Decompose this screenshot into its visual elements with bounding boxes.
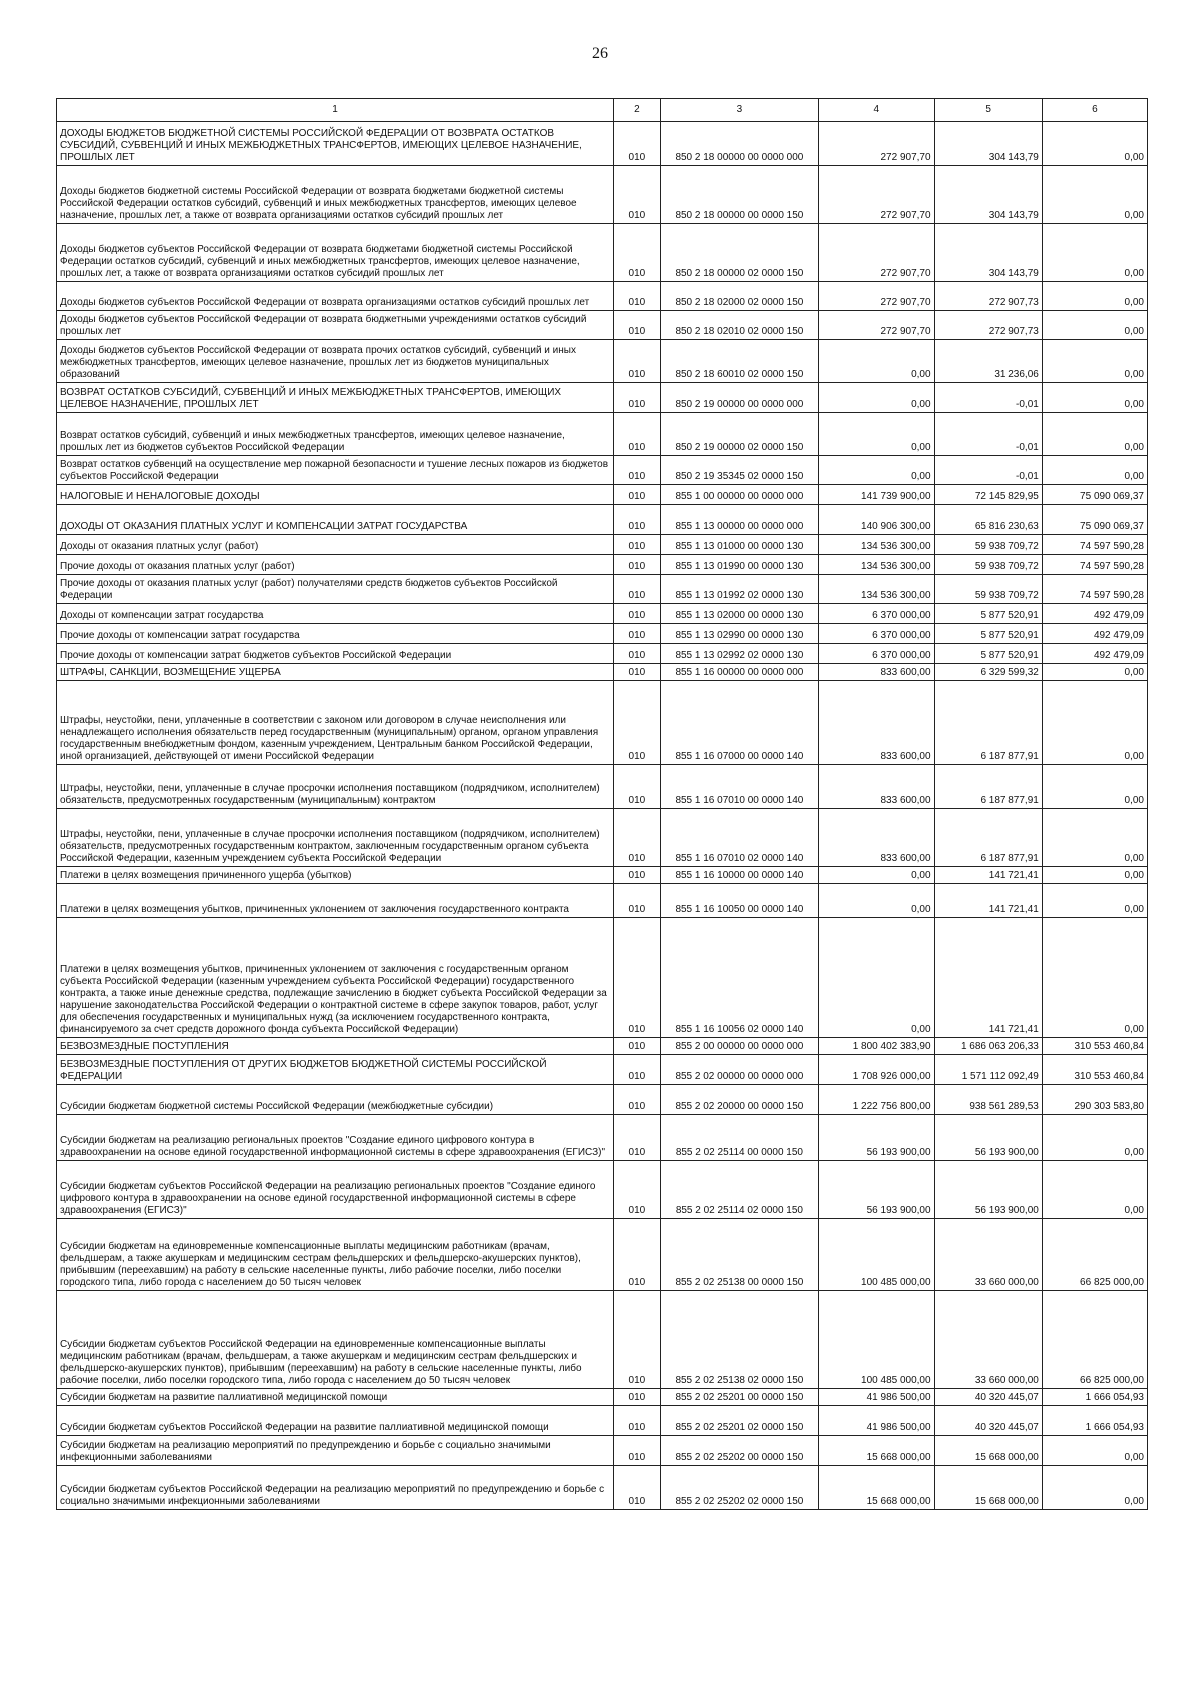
row-approved: 6 370 000,00 (819, 644, 935, 664)
row-unexecuted: 1 666 054,93 (1042, 1406, 1147, 1436)
row-approved: 1 708 926 000,00 (819, 1055, 935, 1085)
row-executed: 6 187 877,91 (934, 681, 1042, 765)
row-budget-code: 855 1 16 10050 00 0000 140 (660, 884, 818, 918)
row-unexecuted: 0,00 (1042, 224, 1147, 282)
row-approved: 15 668 000,00 (819, 1436, 935, 1466)
row-approved: 272 907,70 (819, 282, 935, 311)
row-line-code: 010 (613, 1389, 660, 1406)
row-budget-code: 850 2 18 00000 00 0000 000 (660, 122, 818, 166)
row-line-code: 010 (613, 1161, 660, 1219)
row-line-code: 010 (613, 224, 660, 282)
row-unexecuted: 74 597 590,28 (1042, 555, 1147, 575)
table-row (57, 681, 1148, 765)
row-line-code: 010 (613, 456, 660, 485)
row-budget-code: 855 1 16 10056 02 0000 140 (660, 918, 818, 1038)
row-executed: 72 145 829,95 (934, 485, 1042, 505)
row-approved: 134 536 300,00 (819, 555, 935, 575)
table-row (57, 505, 1148, 535)
row-executed: 5 877 520,91 (934, 644, 1042, 664)
row-unexecuted: 66 825 000,00 (1042, 1291, 1147, 1389)
row-executed: 59 938 709,72 (934, 555, 1042, 575)
row-unexecuted: 66 825 000,00 (1042, 1219, 1147, 1291)
table-row (57, 1085, 1148, 1115)
row-unexecuted: 0,00 (1042, 1436, 1147, 1466)
row-executed: 15 668 000,00 (934, 1436, 1042, 1466)
table-row (57, 535, 1148, 555)
row-executed: 6 187 877,91 (934, 809, 1042, 867)
row-executed: 938 561 289,53 (934, 1085, 1042, 1115)
row-name: Прочие доходы от компенсации затрат государства (57, 624, 614, 644)
row-unexecuted: 0,00 (1042, 765, 1147, 809)
row-name: Субсидии бюджетам на единовременные компенсационные выплаты медицинским работникам (врачам, фельдшерам, а также акушеркам и медицинским сестрам фельдшерских и фельдшерско-акушерских пунктов), прибывшим (переехавшим) на работу в сельские населенные пункты, либо рабочие поселки, либо поселки городского типа, либо города с населением до 50 тысяч человек (57, 1219, 614, 1291)
row-approved: 140 906 300,00 (819, 505, 935, 535)
row-line-code: 010 (613, 122, 660, 166)
row-approved: 100 485 000,00 (819, 1291, 935, 1389)
row-unexecuted: 0,00 (1042, 1466, 1147, 1510)
row-name: Субсидии бюджетам на развитие паллиативной медицинской помощи (57, 1389, 614, 1406)
row-budget-code: 855 2 02 25114 00 0000 150 (660, 1115, 818, 1161)
row-budget-code: 855 2 02 25202 00 0000 150 (660, 1436, 818, 1466)
table-row (57, 664, 1148, 681)
row-approved: 56 193 900,00 (819, 1161, 935, 1219)
row-line-code: 010 (613, 166, 660, 224)
row-line-code: 010 (613, 918, 660, 1038)
row-unexecuted: 74 597 590,28 (1042, 575, 1147, 604)
row-approved: 0,00 (819, 413, 935, 456)
row-budget-code: 855 2 02 25201 02 0000 150 (660, 1406, 818, 1436)
row-line-code: 010 (613, 624, 660, 644)
table-row (57, 1055, 1148, 1085)
row-name: Доходы бюджетов субъектов Российской Федерации от возврата прочих остатков субсидий, субвенций и иных межбюджетных трансфертов, имеющих целевое назначение, прошлых лет из бюджетов муниципальных образований (57, 340, 614, 383)
row-name: Доходы бюджетов субъектов Российской Федерации от возврата организациями остатков субсидий прошлых лет (57, 282, 614, 311)
row-budget-code: 850 2 18 00000 00 0000 150 (660, 166, 818, 224)
row-approved: 833 600,00 (819, 664, 935, 681)
table-row (57, 1291, 1148, 1389)
table-row (57, 884, 1148, 918)
row-name: Субсидии бюджетам субъектов Российской Федерации на единовременные компенсационные выплаты медицинским работникам (врачам, фельдшерам, а также акушеркам и медицинским сестрам фельдшерских и фельдшерско-акушерских пунктов), прибывшим (переехавшим) на работу в сельские населенные пункты, либо рабочие поселки, либо поселки городского типа, либо города с населением до 50 тысяч человек (57, 1291, 614, 1389)
table-row (57, 575, 1148, 604)
row-budget-code: 850 2 18 02010 02 0000 150 (660, 311, 818, 340)
row-line-code: 010 (613, 413, 660, 456)
row-budget-code: 855 2 02 25138 02 0000 150 (660, 1291, 818, 1389)
row-name: Доходы от компенсации затрат государства (57, 604, 614, 624)
header-col-4: 4 (819, 99, 935, 122)
row-unexecuted: 0,00 (1042, 311, 1147, 340)
row-budget-code: 855 2 02 25138 00 0000 150 (660, 1219, 818, 1291)
table-row (57, 604, 1148, 624)
row-executed: 40 320 445,07 (934, 1406, 1042, 1436)
table-row (57, 809, 1148, 867)
row-name: Платежи в целях возмещения убытков, причиненных уклонением от заключения с государственным органом субъекта Российской Федерации (казенным учреждением субъекта Российской Федерации) государственного контракта, а также иные денежные средства, подлежащие зачислению в бюджет субъекта Российской Федерации за нарушение законодательства Российской Федерации о контрактной системе в сфере закупок товаров, работ, услуг для обеспечения государственных и муниципальных нужд (за исключением государственного контракта, финансируемого за счет средств дорожного фонда субъекта Российской Федерации) (57, 918, 614, 1038)
row-approved: 0,00 (819, 918, 935, 1038)
row-line-code: 010 (613, 1115, 660, 1161)
row-budget-code: 855 2 02 25201 00 0000 150 (660, 1389, 818, 1406)
row-executed: 304 143,79 (934, 224, 1042, 282)
row-approved: 134 536 300,00 (819, 575, 935, 604)
row-budget-code: 855 2 00 00000 00 0000 000 (660, 1038, 818, 1055)
row-executed: 15 668 000,00 (934, 1466, 1042, 1510)
row-unexecuted: 0,00 (1042, 122, 1147, 166)
row-executed: 5 877 520,91 (934, 604, 1042, 624)
row-approved: 41 986 500,00 (819, 1406, 935, 1436)
row-name: Штрафы, неустойки, пени, уплаченные в соответствии с законом или договором в случае неисполнения или ненадлежащего исполнения обязательств перед государственным (муниципальным) органом, органом управления государственным внебюджетным фондом, казенным учреждением, Центральным банком Российской Федерации, иной организацией, действующей от имени Российской Федерации (57, 681, 614, 765)
table-row (57, 224, 1148, 282)
row-budget-code: 850 2 18 60010 02 0000 150 (660, 340, 818, 383)
row-name: Возврат остатков субсидий, субвенций и иных межбюджетных трансфертов, имеющих целевое назначение, прошлых лет из бюджетов субъектов Российской Федерации (57, 413, 614, 456)
table-row (57, 918, 1148, 1038)
row-unexecuted: 0,00 (1042, 809, 1147, 867)
row-line-code: 010 (613, 604, 660, 624)
table-row (57, 1466, 1148, 1510)
row-approved: 134 536 300,00 (819, 535, 935, 555)
table-body (57, 122, 1148, 1510)
row-name: Субсидии бюджетам субъектов Российской Федерации на развитие паллиативной медицинской помощи (57, 1406, 614, 1436)
row-executed: 141 721,41 (934, 867, 1042, 884)
row-name: НАЛОГОВЫЕ И НЕНАЛОГОВЫЕ ДОХОДЫ (57, 485, 614, 505)
row-line-code: 010 (613, 1291, 660, 1389)
row-approved: 272 907,70 (819, 122, 935, 166)
row-line-code: 010 (613, 1406, 660, 1436)
row-approved: 6 370 000,00 (819, 604, 935, 624)
row-unexecuted: 0,00 (1042, 456, 1147, 485)
header-col-1: 1 (57, 99, 614, 122)
row-name: БЕЗВОЗМЕЗДНЫЕ ПОСТУПЛЕНИЯ ОТ ДРУГИХ БЮДЖЕТОВ БЮДЖЕТНОЙ СИСТЕМЫ РОССИЙСКОЙ ФЕДЕРАЦИИ (57, 1055, 614, 1085)
row-name: Доходы бюджетов субъектов Российской Федерации от возврата бюджетами бюджетной системы Российской Федерации остатков субсидий, субвенций и иных межбюджетных трансфертов, имеющих целевое назначение, прошлых лет, а также от возврата организациями остатков субсидий прошлых лет (57, 224, 614, 282)
row-budget-code: 855 2 02 25114 02 0000 150 (660, 1161, 818, 1219)
row-name: Возврат остатков субвенций на осуществление мер пожарной безопасности и тушение лесных пожаров из бюджетов субъектов Российской Федерации (57, 456, 614, 485)
row-executed: 33 660 000,00 (934, 1219, 1042, 1291)
table-row (57, 765, 1148, 809)
row-budget-code: 855 1 16 07010 00 0000 140 (660, 765, 818, 809)
row-line-code: 010 (613, 311, 660, 340)
row-approved: 141 739 900,00 (819, 485, 935, 505)
row-executed: 6 329 599,32 (934, 664, 1042, 681)
row-approved: 15 668 000,00 (819, 1466, 935, 1510)
row-budget-code: 850 2 19 00000 00 0000 000 (660, 383, 818, 413)
row-line-code: 010 (613, 664, 660, 681)
row-approved: 1 222 756 800,00 (819, 1085, 935, 1115)
row-unexecuted: 0,00 (1042, 681, 1147, 765)
row-unexecuted: 492 479,09 (1042, 604, 1147, 624)
row-unexecuted: 0,00 (1042, 884, 1147, 918)
row-name: ДОХОДЫ БЮДЖЕТОВ БЮДЖЕТНОЙ СИСТЕМЫ РОССИЙСКОЙ ФЕДЕРАЦИИ ОТ ВОЗВРАТА ОСТАТКОВ СУБСИДИЙ, СУБВЕНЦИЙ И ИНЫХ МЕЖБЮДЖЕТНЫХ ТРАНСФЕРТОВ, ИМЕЮЩИХ ЦЕЛЕВОЕ НАЗНАЧЕНИЕ, ПРОШЛЫХ ЛЕТ (57, 122, 614, 166)
table-row (57, 1038, 1148, 1055)
row-budget-code: 855 1 16 07000 00 0000 140 (660, 681, 818, 765)
row-unexecuted: 0,00 (1042, 166, 1147, 224)
row-unexecuted: 75 090 069,37 (1042, 485, 1147, 505)
row-name: Субсидии бюджетам на реализацию мероприятий по предупреждению и борьбе с социально значимыми инфекционными заболеваниями (57, 1436, 614, 1466)
row-approved: 41 986 500,00 (819, 1389, 935, 1406)
table-row (57, 166, 1148, 224)
row-executed: 272 907,73 (934, 282, 1042, 311)
row-budget-code: 855 1 16 07010 02 0000 140 (660, 809, 818, 867)
row-approved: 0,00 (819, 884, 935, 918)
row-budget-code: 855 1 13 00000 00 0000 000 (660, 505, 818, 535)
row-name: ДОХОДЫ ОТ ОКАЗАНИЯ ПЛАТНЫХ УСЛУГ И КОМПЕНСАЦИИ ЗАТРАТ ГОСУДАРСТВА (57, 505, 614, 535)
row-executed: 6 187 877,91 (934, 765, 1042, 809)
table-row (57, 311, 1148, 340)
row-executed: 59 938 709,72 (934, 575, 1042, 604)
row-executed: 304 143,79 (934, 166, 1042, 224)
row-line-code: 010 (613, 383, 660, 413)
row-name: Субсидии бюджетам бюджетной системы Российской Федерации (межбюджетные субсидии) (57, 1085, 614, 1115)
row-executed: 65 816 230,63 (934, 505, 1042, 535)
table-row (57, 1436, 1148, 1466)
row-approved: 0,00 (819, 340, 935, 383)
row-budget-code: 855 1 16 10000 00 0000 140 (660, 867, 818, 884)
row-executed: -0,01 (934, 413, 1042, 456)
row-executed: 304 143,79 (934, 122, 1042, 166)
table-row (57, 282, 1148, 311)
table-row (57, 340, 1148, 383)
row-line-code: 010 (613, 485, 660, 505)
row-line-code: 010 (613, 505, 660, 535)
row-name: Прочие доходы от оказания платных услуг (работ) (57, 555, 614, 575)
row-approved: 0,00 (819, 383, 935, 413)
row-executed: -0,01 (934, 383, 1042, 413)
row-line-code: 010 (613, 1085, 660, 1115)
row-budget-code: 850 2 19 35345 02 0000 150 (660, 456, 818, 485)
row-unexecuted: 0,00 (1042, 383, 1147, 413)
row-unexecuted: 0,00 (1042, 282, 1147, 311)
table-row (57, 867, 1148, 884)
row-unexecuted: 0,00 (1042, 1115, 1147, 1161)
row-executed: -0,01 (934, 456, 1042, 485)
row-line-code: 010 (613, 555, 660, 575)
row-unexecuted: 0,00 (1042, 413, 1147, 456)
row-budget-code: 850 2 18 02000 02 0000 150 (660, 282, 818, 311)
row-executed: 56 193 900,00 (934, 1161, 1042, 1219)
row-line-code: 010 (613, 1219, 660, 1291)
row-executed: 1 571 112 092,49 (934, 1055, 1042, 1085)
row-approved: 100 485 000,00 (819, 1219, 935, 1291)
row-approved: 833 600,00 (819, 809, 935, 867)
row-unexecuted: 310 553 460,84 (1042, 1038, 1147, 1055)
row-approved: 6 370 000,00 (819, 624, 935, 644)
table-row (57, 1115, 1148, 1161)
row-executed: 56 193 900,00 (934, 1115, 1042, 1161)
row-name: Доходы от оказания платных услуг (работ) (57, 535, 614, 555)
row-line-code: 010 (613, 644, 660, 664)
row-line-code: 010 (613, 1038, 660, 1055)
row-unexecuted: 492 479,09 (1042, 644, 1147, 664)
row-executed: 33 660 000,00 (934, 1291, 1042, 1389)
header-col-6: 6 (1042, 99, 1147, 122)
table-row (57, 413, 1148, 456)
table-row (57, 644, 1148, 664)
row-budget-code: 855 1 13 01992 02 0000 130 (660, 575, 818, 604)
row-line-code: 010 (613, 867, 660, 884)
row-approved: 272 907,70 (819, 224, 935, 282)
row-approved: 56 193 900,00 (819, 1115, 935, 1161)
row-unexecuted: 0,00 (1042, 918, 1147, 1038)
row-line-code: 010 (613, 681, 660, 765)
row-unexecuted: 0,00 (1042, 340, 1147, 383)
header-col-5: 5 (934, 99, 1042, 122)
row-name: ШТРАФЫ, САНКЦИИ, ВОЗМЕЩЕНИЕ УЩЕРБА (57, 664, 614, 681)
row-executed: 5 877 520,91 (934, 624, 1042, 644)
row-unexecuted: 290 303 583,80 (1042, 1085, 1147, 1115)
table-row (57, 122, 1148, 166)
row-executed: 59 938 709,72 (934, 535, 1042, 555)
row-unexecuted: 492 479,09 (1042, 624, 1147, 644)
row-name: Доходы бюджетов бюджетной системы Российской Федерации от возврата бюджетами бюджетной системы Российской Федерации остатков субсидий, субвенций и иных межбюджетных трансфертов, имеющих целевое назначение, прошлых лет, а также от возврата организациями остатков субсидий прошлых лет (57, 166, 614, 224)
row-budget-code: 855 1 13 02000 00 0000 130 (660, 604, 818, 624)
row-budget-code: 855 1 13 01000 00 0000 130 (660, 535, 818, 555)
row-executed: 31 236,06 (934, 340, 1042, 383)
row-executed: 141 721,41 (934, 884, 1042, 918)
row-approved: 272 907,70 (819, 311, 935, 340)
row-line-code: 010 (613, 765, 660, 809)
table-row (57, 383, 1148, 413)
row-budget-code: 855 2 02 25202 02 0000 150 (660, 1466, 818, 1510)
row-name: БЕЗВОЗМЕЗДНЫЕ ПОСТУПЛЕНИЯ (57, 1038, 614, 1055)
row-unexecuted: 1 666 054,93 (1042, 1389, 1147, 1406)
row-budget-code: 850 2 18 00000 02 0000 150 (660, 224, 818, 282)
row-executed: 272 907,73 (934, 311, 1042, 340)
row-budget-code: 855 1 00 00000 00 0000 000 (660, 485, 818, 505)
header-row (57, 99, 1148, 122)
row-budget-code: 850 2 19 00000 02 0000 150 (660, 413, 818, 456)
table-row (57, 485, 1148, 505)
row-line-code: 010 (613, 340, 660, 383)
row-name: Прочие доходы от компенсации затрат бюджетов субъектов Российской Федерации (57, 644, 614, 664)
row-executed: 141 721,41 (934, 918, 1042, 1038)
row-budget-code: 855 1 16 00000 00 0000 000 (660, 664, 818, 681)
row-line-code: 010 (613, 282, 660, 311)
row-line-code: 010 (613, 1436, 660, 1466)
row-line-code: 010 (613, 575, 660, 604)
table-row (57, 555, 1148, 575)
row-unexecuted: 74 597 590,28 (1042, 535, 1147, 555)
revenue-table (56, 98, 1148, 1510)
table-row (57, 624, 1148, 644)
row-name: Штрафы, неустойки, пени, уплаченные в случае просрочки исполнения поставщиком (подрядчиком, исполнителем) обязательств, предусмотренных государственным контрактом, заключенным государственным органом субъекта Российской Федерации, казенным учреждением субъекта Российской Федерации (57, 809, 614, 867)
row-approved: 1 800 402 383,90 (819, 1038, 935, 1055)
row-name: Субсидии бюджетам на реализацию региональных проектов "Создание единого цифрового контура в здравоохранении на основе единой государственной информационной системы в сфере здравоохранения (ЕГИСЗ)" (57, 1115, 614, 1161)
row-name: Штрафы, неустойки, пени, уплаченные в случае просрочки исполнения поставщиком (подрядчиком, исполнителем) обязательств, предусмотренных государственным (муниципальным) контрактом (57, 765, 614, 809)
row-budget-code: 855 1 13 01990 00 0000 130 (660, 555, 818, 575)
row-unexecuted: 0,00 (1042, 867, 1147, 884)
row-budget-code: 855 2 02 00000 00 0000 000 (660, 1055, 818, 1085)
row-approved: 0,00 (819, 867, 935, 884)
row-line-code: 010 (613, 1055, 660, 1085)
table-row (57, 1161, 1148, 1219)
row-name: Субсидии бюджетам субъектов Российской Федерации на реализацию мероприятий по предупреждению и борьбе с социально значимыми инфекционными заболеваниями (57, 1466, 614, 1510)
row-approved: 833 600,00 (819, 765, 935, 809)
row-name: ВОЗВРАТ ОСТАТКОВ СУБСИДИЙ, СУБВЕНЦИЙ И ИНЫХ МЕЖБЮДЖЕТНЫХ ТРАНСФЕРТОВ, ИМЕЮЩИХ ЦЕЛЕВОЕ НАЗНАЧЕНИЕ, ПРОШЛЫХ ЛЕТ (57, 383, 614, 413)
row-budget-code: 855 1 13 02992 02 0000 130 (660, 644, 818, 664)
header-col-2: 2 (613, 99, 660, 122)
row-unexecuted: 75 090 069,37 (1042, 505, 1147, 535)
row-name: Платежи в целях возмещения убытков, причиненных уклонением от заключения государственного контракта (57, 884, 614, 918)
row-line-code: 010 (613, 809, 660, 867)
row-name: Прочие доходы от оказания платных услуг (работ) получателями средств бюджетов субъектов Российской Федерации (57, 575, 614, 604)
row-budget-code: 855 2 02 20000 00 0000 150 (660, 1085, 818, 1115)
row-unexecuted: 0,00 (1042, 1161, 1147, 1219)
row-unexecuted: 0,00 (1042, 664, 1147, 681)
header-col-3: 3 (660, 99, 818, 122)
row-name: Платежи в целях возмещения причиненного ущерба (убытков) (57, 867, 614, 884)
row-approved: 833 600,00 (819, 681, 935, 765)
table-row (57, 1219, 1148, 1291)
row-executed: 1 686 063 206,33 (934, 1038, 1042, 1055)
row-line-code: 010 (613, 1466, 660, 1510)
table-row (57, 1389, 1148, 1406)
row-line-code: 010 (613, 884, 660, 918)
row-name: Доходы бюджетов субъектов Российской Федерации от возврата бюджетными учреждениями остатков субсидий прошлых лет (57, 311, 614, 340)
row-approved: 272 907,70 (819, 166, 935, 224)
row-executed: 40 320 445,07 (934, 1389, 1042, 1406)
table-row (57, 456, 1148, 485)
table-row (57, 1406, 1148, 1436)
row-name: Субсидии бюджетам субъектов Российской Федерации на реализацию региональных проектов "Создание единого цифрового контура в здравоохранении на основе единой государственной информационной системы в сфере здравоохранения (ЕГИСЗ)" (57, 1161, 614, 1219)
row-budget-code: 855 1 13 02990 00 0000 130 (660, 624, 818, 644)
page-number: 26 (592, 45, 608, 62)
row-unexecuted: 310 553 460,84 (1042, 1055, 1147, 1085)
row-approved: 0,00 (819, 456, 935, 485)
row-line-code: 010 (613, 535, 660, 555)
